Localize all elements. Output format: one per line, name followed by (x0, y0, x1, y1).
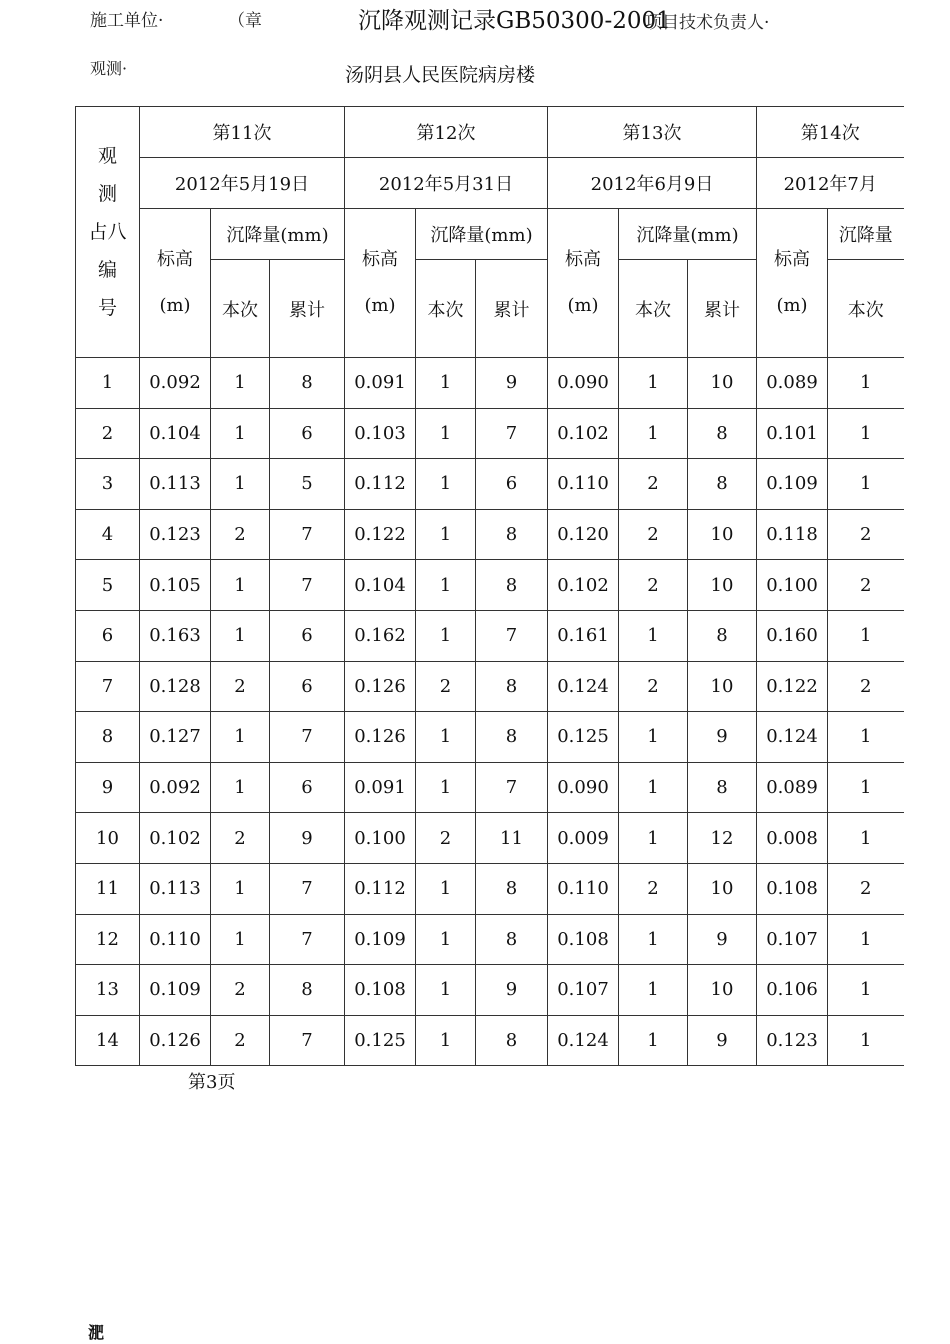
settlement-this-cell: 2 (828, 560, 904, 611)
settlement-this-cell: 1 (416, 610, 476, 661)
settlement-this-cell: 2 (211, 661, 270, 712)
elevation-cell: 0.107 (548, 965, 619, 1016)
settlement-this-cell: 1 (211, 610, 270, 661)
settlement-this-cell: 2 (619, 459, 688, 510)
elevation-cell: 0.118 (757, 509, 828, 560)
elevation-cell: 0.103 (345, 408, 416, 459)
settlement-cumulative-cell: 9 (476, 965, 548, 1016)
elevation-label: 标高 (362, 249, 398, 270)
footer-mark: 淝 (88, 1323, 105, 1342)
elevation-cell: 0.120 (548, 509, 619, 560)
settlement-this-cell: 2 (828, 863, 904, 914)
settlement-this-cell: 2 (619, 509, 688, 560)
settlement-cumulative-cell: 5 (270, 459, 345, 510)
settlement-this-cell: 2 (828, 509, 904, 560)
settlement-cumulative-cell: 8 (476, 712, 548, 763)
settlement-this-cell: 1 (416, 762, 476, 813)
project-name: 汤阴县人民医院病房楼 (345, 64, 536, 86)
elevation-cell: 0.126 (345, 712, 416, 763)
elevation-cell: 0.125 (345, 1015, 416, 1066)
elevation-header (140, 209, 211, 358)
elevation-cell: 0.108 (548, 914, 619, 965)
settlement-this-cell: 1 (211, 914, 270, 965)
elevation-cell: 0.110 (548, 863, 619, 914)
cumulative-header: 累计 (688, 260, 757, 358)
elevation-cell: 0.109 (345, 914, 416, 965)
settlement-this-cell: 1 (416, 560, 476, 611)
elevation-unit: (m) (567, 295, 599, 316)
elevation-cell: 0.105 (140, 560, 211, 611)
settlement-cumulative-cell: 9 (270, 813, 345, 864)
elevation-cell: 0.123 (757, 1015, 828, 1066)
round-13-date: 2012年6月9日 (548, 158, 757, 209)
settlement-this-cell: 1 (211, 408, 270, 459)
elevation-cell: 0.108 (345, 965, 416, 1016)
this-time-header: 本次 (211, 260, 270, 358)
elevation-cell: 0.091 (345, 358, 416, 409)
round-11-date: 2012年5月19日 (140, 158, 345, 209)
point-cell: 4 (76, 509, 140, 560)
table-row (76, 813, 904, 864)
cumulative-header: 累计 (476, 260, 548, 358)
settlement-cumulative-cell: 8 (476, 1015, 548, 1066)
elevation-cell: 0.008 (757, 813, 828, 864)
elevation-cell: 0.113 (140, 459, 211, 510)
elevation-header (548, 209, 619, 358)
table-row (76, 459, 904, 510)
this-time-header: 本次 (619, 260, 688, 358)
point-cell: 2 (76, 408, 140, 459)
elevation-cell: 0.009 (548, 813, 619, 864)
elevation-cell: 0.125 (548, 712, 619, 763)
table-row (76, 1015, 904, 1066)
settlement-this-cell: 1 (828, 610, 904, 661)
point-cell: 10 (76, 813, 140, 864)
elevation-cell: 0.126 (345, 661, 416, 712)
this-time-header: 本次 (828, 260, 904, 358)
elevation-cell: 0.160 (757, 610, 828, 661)
settlement-cumulative-cell: 9 (476, 358, 548, 409)
settlement-this-cell: 1 (416, 863, 476, 914)
this-time-header: 本次 (416, 260, 476, 358)
settlement-cumulative-cell: 10 (688, 863, 757, 914)
settlement-this-cell: 1 (416, 965, 476, 1016)
settlement-this-cell: 1 (619, 1015, 688, 1066)
settlement-this-cell: 1 (211, 560, 270, 611)
elevation-unit: (m) (159, 295, 191, 316)
settlement-this-cell: 1 (211, 712, 270, 763)
settlement-cumulative-cell: 8 (270, 965, 345, 1016)
elevation-cell: 0.091 (345, 762, 416, 813)
elevation-cell: 0.090 (548, 762, 619, 813)
elevation-unit: (m) (364, 295, 396, 316)
elevation-cell: 0.100 (345, 813, 416, 864)
settlement-cumulative-cell: 7 (476, 762, 548, 813)
settlement-header: 沉降量(mm) (211, 209, 345, 260)
settlement-this-cell: 1 (828, 965, 904, 1016)
settlement-cumulative-cell: 9 (688, 914, 757, 965)
builder-label: 施工单位· (90, 11, 164, 31)
point-cell: 12 (76, 914, 140, 965)
settlement-this-cell: 1 (828, 358, 904, 409)
elevation-cell: 0.102 (548, 408, 619, 459)
table-row (76, 661, 904, 712)
settlement-this-cell: 1 (828, 712, 904, 763)
settlement-cumulative-cell: 7 (270, 712, 345, 763)
elevation-cell: 0.126 (140, 1015, 211, 1066)
cumulative-header: 累计 (270, 260, 345, 358)
elevation-cell: 0.104 (140, 408, 211, 459)
elevation-cell: 0.122 (345, 509, 416, 560)
settlement-cumulative-cell: 9 (688, 1015, 757, 1066)
settlement-this-cell: 1 (416, 914, 476, 965)
settlement-cumulative-cell: 8 (476, 509, 548, 560)
settlement-this-cell: 1 (416, 1015, 476, 1066)
settlement-cumulative-cell: 6 (270, 762, 345, 813)
table-row (76, 408, 904, 459)
observer-label: 观测· (90, 59, 128, 78)
settlement-cumulative-cell: 10 (688, 560, 757, 611)
elevation-cell: 0.089 (757, 762, 828, 813)
point-header-char: 占八 (88, 221, 127, 243)
elevation-cell: 0.163 (140, 610, 211, 661)
settlement-cumulative-cell: 6 (270, 610, 345, 661)
settlement-this-cell: 1 (416, 408, 476, 459)
settlement-this-cell: 2 (619, 661, 688, 712)
elevation-cell: 0.128 (140, 661, 211, 712)
settlement-cumulative-cell: 10 (688, 965, 757, 1016)
elevation-label: 标高 (565, 249, 601, 270)
elevation-cell: 0.109 (140, 965, 211, 1016)
settlement-cumulative-cell: 8 (476, 914, 548, 965)
elevation-cell: 0.102 (548, 560, 619, 611)
elevation-label: 标高 (774, 249, 810, 270)
settlement-this-cell: 1 (211, 863, 270, 914)
settlement-cumulative-cell: 12 (688, 813, 757, 864)
settlement-cumulative-cell: 7 (270, 863, 345, 914)
settlement-this-cell: 2 (416, 661, 476, 712)
settlement-cumulative-cell: 8 (688, 408, 757, 459)
settlement-this-cell: 1 (619, 408, 688, 459)
settlement-cumulative-cell: 8 (476, 560, 548, 611)
settlement-cumulative-cell: 7 (270, 509, 345, 560)
settlement-this-cell: 1 (828, 408, 904, 459)
table-row (76, 863, 904, 914)
elevation-cell: 0.112 (345, 459, 416, 510)
elevation-cell: 0.109 (757, 459, 828, 510)
settlement-cumulative-cell: 11 (476, 813, 548, 864)
settlement-this-cell: 1 (416, 509, 476, 560)
settlement-this-cell: 1 (619, 610, 688, 661)
settlement-this-cell: 1 (828, 762, 904, 813)
settlement-this-cell: 1 (211, 762, 270, 813)
tech-lead-label: 项目技术负责人· (645, 13, 770, 33)
table-row (76, 610, 904, 661)
point-cell: 8 (76, 712, 140, 763)
elevation-cell: 0.092 (140, 358, 211, 409)
settlement-cumulative-cell: 7 (270, 560, 345, 611)
settlement-this-cell: 2 (828, 661, 904, 712)
settlement-header: 沉降量(mm) (619, 209, 757, 260)
settlement-cumulative-cell: 6 (476, 459, 548, 510)
elevation-cell: 0.112 (345, 863, 416, 914)
settlement-cumulative-cell: 8 (688, 610, 757, 661)
elevation-cell: 0.110 (140, 914, 211, 965)
elevation-cell: 0.127 (140, 712, 211, 763)
elevation-cell: 0.108 (757, 863, 828, 914)
elevation-cell: 0.161 (548, 610, 619, 661)
page-number: 第3页 (188, 1072, 236, 1093)
point-number-header (76, 107, 140, 358)
elevation-cell: 0.122 (757, 661, 828, 712)
settlement-this-cell: 1 (619, 914, 688, 965)
elevation-header (757, 209, 828, 358)
settlement-this-cell: 1 (619, 762, 688, 813)
table-row (76, 965, 904, 1016)
settlement-header: 沉降量 (828, 209, 904, 260)
elevation-cell: 0.124 (548, 1015, 619, 1066)
settlement-this-cell: 1 (211, 459, 270, 510)
point-cell: 1 (76, 358, 140, 409)
settlement-cumulative-cell: 6 (270, 661, 345, 712)
settlement-cumulative-cell: 7 (476, 610, 548, 661)
settlement-this-cell: 1 (416, 358, 476, 409)
settlement-cumulative-cell: 7 (476, 408, 548, 459)
round-13-label: 第13次 (548, 107, 757, 158)
point-cell: 14 (76, 1015, 140, 1066)
document-title: 沉降观测记录GB50300-2001 (358, 8, 671, 34)
elevation-cell: 0.107 (757, 914, 828, 965)
settlement-this-cell: 1 (211, 358, 270, 409)
point-cell: 5 (76, 560, 140, 611)
settlement-this-cell: 2 (619, 560, 688, 611)
settlement-this-cell: 1 (828, 1015, 904, 1066)
settlement-cumulative-cell: 8 (270, 358, 345, 409)
table-row (76, 914, 904, 965)
elevation-unit: (m) (776, 295, 808, 316)
elevation-label: 标高 (157, 249, 193, 270)
table-row (76, 560, 904, 611)
elevation-cell: 0.104 (345, 560, 416, 611)
settlement-this-cell: 2 (211, 509, 270, 560)
table-row (76, 358, 904, 409)
round-14-label: 第14次 (757, 107, 904, 158)
elevation-cell: 0.124 (757, 712, 828, 763)
point-header-char: 编 (97, 259, 117, 281)
settlement-cumulative-cell: 10 (688, 358, 757, 409)
settlement-this-cell: 1 (619, 358, 688, 409)
settlement-header: 沉降量(mm) (416, 209, 548, 260)
round-14-date: 2012年7月 (757, 158, 904, 209)
table-row (76, 712, 904, 763)
settlement-this-cell: 1 (619, 965, 688, 1016)
elevation-cell: 0.101 (757, 408, 828, 459)
settlement-this-cell: 2 (211, 1015, 270, 1066)
settlement-table (75, 106, 904, 1066)
settlement-this-cell: 2 (211, 813, 270, 864)
point-cell: 9 (76, 762, 140, 813)
elevation-cell: 0.100 (757, 560, 828, 611)
settlement-this-cell: 2 (416, 813, 476, 864)
point-header-char: 测 (97, 183, 117, 205)
point-cell: 3 (76, 459, 140, 510)
settlement-cumulative-cell: 7 (270, 914, 345, 965)
settlement-cumulative-cell: 8 (688, 459, 757, 510)
settlement-this-cell: 2 (211, 965, 270, 1016)
settlement-cumulative-cell: 8 (476, 863, 548, 914)
elevation-cell: 0.089 (757, 358, 828, 409)
table-row (76, 509, 904, 560)
point-header-char: 观 (97, 145, 117, 167)
elevation-cell: 0.123 (140, 509, 211, 560)
settlement-cumulative-cell: 8 (688, 762, 757, 813)
point-cell: 11 (76, 863, 140, 914)
round-12-label: 第12次 (345, 107, 548, 158)
elevation-cell: 0.124 (548, 661, 619, 712)
settlement-cumulative-cell: 6 (270, 408, 345, 459)
settlement-cumulative-cell: 10 (688, 661, 757, 712)
elevation-cell: 0.162 (345, 610, 416, 661)
elevation-header (345, 209, 416, 358)
round-12-date: 2012年5月31日 (345, 158, 548, 209)
elevation-cell: 0.110 (548, 459, 619, 510)
elevation-cell: 0.106 (757, 965, 828, 1016)
settlement-this-cell: 2 (619, 863, 688, 914)
settlement-this-cell: 1 (416, 712, 476, 763)
settlement-cumulative-cell: 9 (688, 712, 757, 763)
settlement-this-cell: 1 (828, 459, 904, 510)
settlement-cumulative-cell: 8 (476, 661, 548, 712)
settlement-this-cell: 1 (619, 813, 688, 864)
point-cell: 13 (76, 965, 140, 1016)
settlement-this-cell: 1 (828, 813, 904, 864)
settlement-this-cell: 1 (828, 914, 904, 965)
elevation-cell: 0.092 (140, 762, 211, 813)
builder-seal-bracket: （章 (228, 11, 262, 31)
point-cell: 6 (76, 610, 140, 661)
point-header-char: 号 (97, 297, 117, 319)
table-row (76, 762, 904, 813)
settlement-this-cell: 1 (416, 459, 476, 510)
elevation-cell: 0.090 (548, 358, 619, 409)
elevation-cell: 0.102 (140, 813, 211, 864)
round-11-label: 第11次 (140, 107, 345, 158)
settlement-cumulative-cell: 10 (688, 509, 757, 560)
settlement-cumulative-cell: 7 (270, 1015, 345, 1066)
settlement-this-cell: 1 (619, 712, 688, 763)
point-cell: 7 (76, 661, 140, 712)
elevation-cell: 0.113 (140, 863, 211, 914)
